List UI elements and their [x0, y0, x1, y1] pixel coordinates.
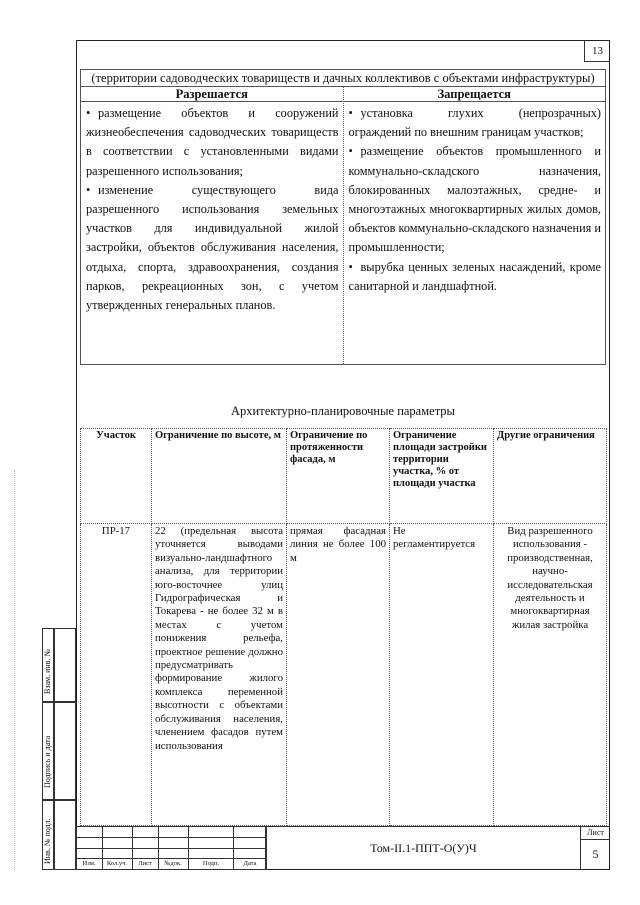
header-plot: Участок: [81, 429, 152, 524]
side-stamp: [42, 628, 76, 870]
revision-labels: [76, 860, 266, 867]
bullet-icon: •: [348, 106, 353, 120]
allowed-list: [81, 102, 343, 364]
cell-area: Не регламентируется: [390, 524, 494, 826]
forbidden-header: Запрещается: [344, 87, 606, 102]
allowed-item: • размещение объектов и сооружений жизнеобеспечения садоводческих товариществ в соответствии с установленными видами разрешенного использования;: [86, 106, 339, 178]
forbidden-item: • размещение объектов промышленного и коммунально-складского назначения, блокированных малоэтажных, средне- и многоэтажных многоквартирных жилых домов, объектов коммунально-складского назначения и промышленности;: [348, 144, 601, 255]
forbidden-item: • установка глухих (непрозрачных) ограждений по внешним границам участков;: [348, 106, 601, 140]
zone-rules-title: (территории садоводческих товариществ и дачных коллективов с объектами инфраструктуры): [81, 70, 605, 87]
forbidden-column: [343, 87, 606, 364]
forbidden-item: • вырубка ценных зеленых насаждений, кроме санитарной и ландшафтной.: [348, 259, 601, 293]
binding-margin-line: [14, 470, 15, 870]
label-change: Изм.: [82, 860, 96, 867]
bullet-icon: •: [86, 182, 91, 197]
label-count: Кол.уч.: [106, 860, 128, 867]
header-height: Ограничение по высоте, м: [152, 429, 287, 524]
allowed-item: • изменение существующего вида разрешенного использования земельных участков для индивидуальной жилой застройки, объектов обслуживания населения, отдыха, спорта, здравоохранения, создания парков, рекреационных зон, с учетом утвержденных генеральных планов.: [86, 182, 339, 313]
top-page-number: 13: [584, 40, 610, 62]
forbidden-list: [344, 102, 606, 364]
header-area: Ограничение площади застройки территории участка, % от площади участка: [390, 429, 494, 524]
sheet-box: [580, 826, 610, 870]
bullet-icon: •: [348, 259, 353, 274]
allowed-column: [81, 87, 343, 364]
cell-height: 22 (предельная высота уточняется выводами визуально-ландшафтного анализа, для территории юго-восточнее улиц Гидрографическая и Токарева - не более 32 м в местах с учетом понижения рельефа, проектное решение должно предусматривать формирование жилого комплекса переменной высотности с объектами обслуживания населения, членением фасадов путем использования: [152, 524, 287, 826]
section-title: Архитектурно-планировочные параметры: [231, 404, 455, 418]
title-block: [76, 826, 610, 870]
zone-rules-table: [80, 69, 606, 365]
sheet-label: Лист: [581, 827, 610, 840]
header-other: Другие ограничения: [494, 429, 607, 524]
parameters-table: [80, 428, 607, 826]
label-sign: Подп.: [202, 860, 220, 867]
bullet-icon: •: [348, 144, 353, 159]
cell-other: Вид разрешенного использования - производственная, научно-исследовательская деятельность и многоквартирная жилая застройка: [494, 524, 607, 826]
cell-plot: ПР-17: [81, 524, 152, 826]
allowed-header: Разрешается: [81, 87, 343, 102]
bullet-icon: •: [86, 106, 91, 120]
label-date: Дата: [243, 860, 257, 867]
inv-replace-label: Взам. инв. №: [43, 648, 52, 694]
sheet-number: 5: [592, 847, 599, 861]
header-facade: Ограничение по протяженности фасада, м: [287, 429, 390, 524]
sign-date-label: Подпись и дата: [43, 735, 52, 788]
document-code: Том-II.1-ППТ-О(У)Ч: [266, 826, 580, 870]
cell-facade: прямая фасадная линия не более 100 м: [287, 524, 390, 826]
table-row: [81, 524, 607, 826]
label-doc: №док.: [164, 860, 182, 867]
parameters-header-row: [81, 429, 607, 524]
inv-orig-label: Инв. № подл.: [43, 818, 52, 864]
label-sheet: Лист: [138, 860, 152, 867]
